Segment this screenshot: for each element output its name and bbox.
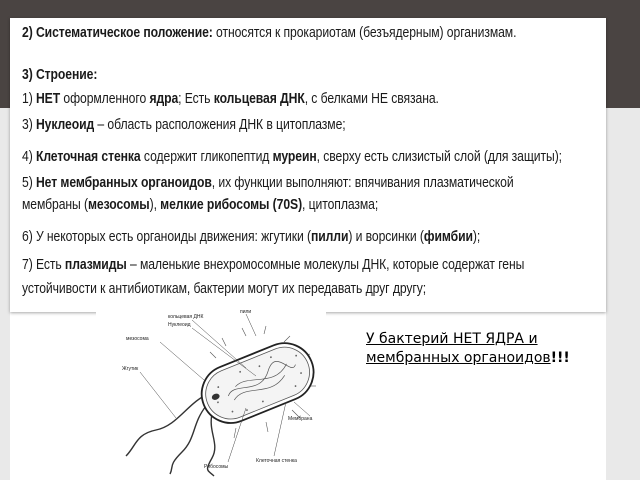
bold-term: НЕТ — [35, 91, 61, 107]
text-run: 6) У некоторых есть органоиды движения: жгутики ( — [22, 229, 311, 245]
line-cell-wall — [22, 148, 562, 166]
text-run: 5) — [22, 175, 36, 191]
bold-term: 3) Строение: — [22, 67, 98, 83]
bold-term: фимбии — [423, 229, 473, 245]
text-run: , сверху есть слизистый слой (для защиты); — [316, 149, 562, 165]
text-run: – область расположения ДНК в цитоплазме; — [94, 117, 346, 133]
text-run: мембраны ( — [22, 197, 88, 213]
bacterium-drawing — [96, 306, 326, 478]
bold-term: Нуклеоид — [35, 117, 95, 133]
text-run: ), — [149, 197, 161, 213]
line-plasmids — [22, 256, 524, 274]
bold-term: муреин — [272, 149, 317, 165]
text-run: , их функции выполняют: впячивания плазматической — [211, 175, 514, 191]
text-run: относятся к прокариотам (безъядерным) организмам. — [212, 25, 517, 41]
text-run: 3) — [22, 117, 36, 133]
text-run: , цитоплазма; — [302, 197, 379, 213]
callout-text: У бактерий НЕТ ЯДРА и мембранных органоидов — [366, 331, 551, 366]
flagella — [126, 396, 215, 476]
bold-term: 2) Систематическое положение: — [22, 25, 213, 41]
text-run: 4) — [22, 149, 36, 165]
text-run: ); — [472, 229, 481, 245]
callout-exclaim: !!! — [550, 350, 570, 366]
label-cell-wall: Клеточная стенка — [256, 458, 297, 464]
text-run: 1) — [22, 91, 36, 107]
bold-term: мезосомы — [87, 197, 150, 213]
text-run: оформленного — [60, 91, 150, 107]
callout-note — [366, 330, 616, 368]
text-run: , с белками НЕ связана. — [304, 91, 439, 107]
left-margin — [0, 108, 10, 480]
line-motility — [22, 228, 480, 246]
bold-term: ядра — [149, 91, 179, 107]
bold-term: Нет мембранных органоидов — [35, 175, 212, 191]
line-systematic — [22, 24, 516, 42]
label-flagellum: Жгутик — [122, 366, 139, 372]
text-run: ) и ворсинки ( — [348, 229, 424, 245]
line-plasmids-cont — [22, 280, 426, 298]
line-nucleoid — [22, 116, 346, 134]
line-structure-heading — [22, 66, 97, 84]
right-margin — [606, 108, 640, 480]
text-run: устойчивости к антибиотикам, бактерии могут их передавать друг другу; — [22, 281, 427, 297]
label-ribosomes: Рибосомы — [204, 464, 229, 470]
label-pili: пили — [240, 309, 252, 315]
line-no-organelles — [22, 174, 514, 192]
label-mesosome: мезосома — [126, 336, 149, 342]
bacterium-diagram — [96, 306, 326, 478]
bold-term: мелкие рибосомы (70S) — [160, 197, 303, 213]
text-run: – маленькие внехромосомные молекулы ДНК, которые содержат гены — [126, 257, 525, 273]
label-nucleoid: Нуклеоид — [168, 322, 191, 328]
bold-term: кольцевая ДНК — [213, 91, 305, 107]
bold-term: плазмиды — [64, 257, 127, 273]
line-mesosomes — [22, 196, 378, 214]
text-run: 7) Есть — [22, 257, 65, 273]
text-run: содержит гликопептид — [140, 149, 273, 165]
label-dna: кольцевая ДНК — [168, 314, 204, 320]
notes-panel — [10, 18, 606, 312]
line-no-nucleus — [22, 90, 439, 108]
bold-term: пилли — [310, 229, 349, 245]
bold-term: Клеточная стенка — [35, 149, 141, 165]
label-membrane: Мембрана — [288, 416, 313, 422]
text-run: ; Есть — [178, 91, 214, 107]
